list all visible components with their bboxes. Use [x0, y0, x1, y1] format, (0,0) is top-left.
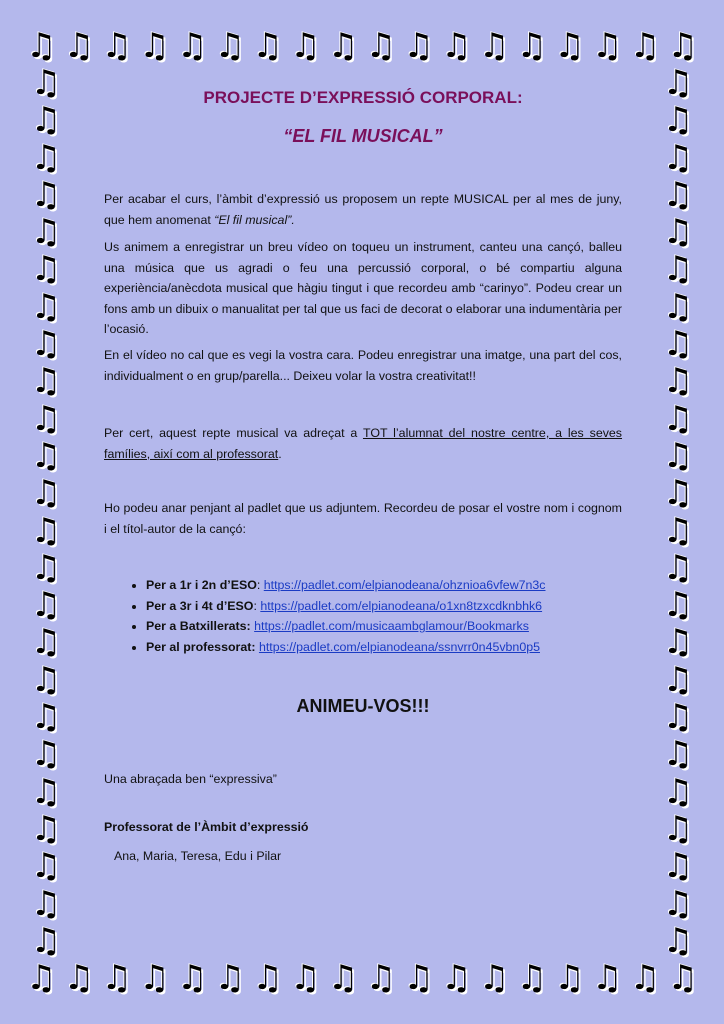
music-note-icon: ♫: [629, 958, 661, 998]
music-note-icon: ♫: [176, 26, 208, 66]
music-note-icon: ♫: [30, 697, 62, 738]
music-note-icon: ♫: [365, 958, 397, 998]
music-note-icon: ♫: [662, 547, 694, 588]
music-note-icon: ♫: [662, 622, 694, 663]
music-note-icon: ♫: [478, 26, 510, 66]
padlet-link[interactable]: https://padlet.com/musicaambglamour/Bookmarks: [254, 619, 529, 633]
music-note-icon: ♫: [290, 958, 321, 998]
music-note-icon: ♫: [30, 734, 62, 775]
padlet-link-list: [104, 575, 664, 657]
music-note-icon: ♫: [441, 958, 472, 998]
music-note-icon: ♫: [30, 63, 62, 103]
music-note-icon: ♫: [662, 137, 694, 178]
music-note-icon: ♫: [30, 771, 62, 812]
music-note-icon: ♫: [252, 26, 283, 66]
music-note-icon: ♫: [478, 958, 510, 998]
music-note-icon: ♫: [662, 734, 694, 775]
cheer-heading: ANIMEU-VOS!!!: [296, 696, 430, 716]
music-note-icon: ♫: [662, 398, 694, 439]
music-border-right: [658, 63, 698, 961]
music-note-icon: ♫: [662, 808, 694, 849]
music-note-icon: ♫: [30, 510, 62, 551]
link-separator: :: [256, 578, 264, 592]
music-note-icon: ♫: [214, 958, 246, 998]
audience-text: Per cert, aquest repte musical va adreçat a: [104, 426, 363, 440]
link-label: Per a 3r i 4t d’ESO: [146, 598, 254, 613]
music-note-icon: ♫: [662, 249, 694, 290]
music-note-icon: ♫: [30, 585, 62, 626]
music-note-icon: ♫: [554, 958, 585, 998]
music-note-icon: ♫: [63, 958, 95, 998]
video-paragraph: En el vídeo no cal que es vegi la vostra cara. Podeu enregistrar una imatge, una part del cos, individualment o en grup/parella... Deixeu volar la vostra creativitat!!: [104, 348, 622, 383]
music-note-icon: ♫: [30, 547, 62, 588]
music-note-icon: ♫: [662, 697, 694, 738]
link-label: Per a 1r i 2n d’ESO: [146, 578, 257, 592]
music-note-icon: ♫: [516, 958, 548, 998]
music-note-icon: ♫: [662, 435, 694, 476]
closing-greeting: Una abraçada ben “expressiva”: [104, 772, 277, 786]
music-note-icon: ♫: [662, 771, 694, 812]
music-note-icon: ♫: [667, 958, 698, 998]
music-note-icon: ♫: [30, 100, 62, 141]
instructions-paragraph: Us animem a enregistrar un breu vídeo on toqueu un instrument, canteu una cançó, balleu una música que us agradi o feu una percussió corporal, o bé compartiu alguna experiència/anècdota musical que hàgiu tingut i que recordeu amb “carinyo”. Podeu crear un fons amb un dibuix o manualitat per tal que us faci de decorat o elaborar una indumentària per l’ocasió.: [104, 240, 622, 336]
page-subtitle: “EL FIL MUSICAL”: [283, 126, 443, 146]
audience-paragraph: [104, 423, 622, 464]
list-item: [146, 575, 664, 596]
music-note-icon: ♫: [629, 26, 661, 66]
music-note-icon: ♫: [662, 510, 694, 551]
padlet-link[interactable]: https://padlet.com/elpianodeana/ssnvrr0n45vbn0p5: [258, 639, 540, 654]
music-note-icon: ♫: [30, 324, 62, 365]
music-border-left: [26, 63, 66, 961]
music-note-icon: ♫: [662, 920, 694, 961]
music-note-icon: ♫: [662, 883, 694, 924]
music-note-icon: ♫: [139, 26, 170, 66]
music-note-icon: ♫: [214, 26, 246, 66]
music-note-icon: ♫: [30, 286, 62, 327]
music-note-icon: ♫: [662, 100, 694, 141]
music-note-icon: ♫: [30, 659, 62, 700]
list-item: [146, 596, 664, 617]
music-note-icon: ♫: [30, 137, 62, 178]
music-note-icon: ♫: [554, 26, 585, 66]
music-note-icon: ♫: [662, 361, 694, 402]
link-separator: :: [253, 598, 261, 613]
music-note-icon: ♫: [441, 26, 472, 66]
signature: Professorat de l’Àmbit d’expressió: [104, 820, 309, 834]
music-note-icon: ♫: [662, 585, 694, 626]
padlet-paragraph: Ho podeu anar penjant al padlet que us adjuntem. Recordeu de posar el vostre nom i cognom i el títol-autor de la cançó:: [104, 501, 622, 536]
music-note-icon: ♫: [30, 249, 62, 290]
music-note-icon: ♫: [365, 26, 397, 66]
music-note-icon: ♫: [667, 26, 698, 66]
music-note-icon: ♫: [403, 958, 434, 998]
music-note-icon: ♫: [662, 286, 694, 327]
music-note-icon: ♫: [662, 473, 694, 514]
music-note-icon: ♫: [662, 846, 694, 887]
music-note-icon: ♫: [30, 808, 62, 849]
music-note-icon: ♫: [30, 212, 62, 253]
music-note-icon: ♫: [252, 958, 283, 998]
music-note-icon: ♫: [30, 883, 62, 924]
music-note-icon: ♫: [63, 26, 95, 66]
music-note-icon: ♫: [662, 324, 694, 365]
music-note-icon: ♫: [592, 26, 623, 66]
music-border-top: [26, 26, 698, 66]
music-note-icon: ♫: [662, 174, 694, 215]
audience-underlined: TOT l’alumnat del nostre centre, a les seves famílies, així com al professorat: [104, 426, 623, 461]
music-note-icon: ♫: [30, 361, 62, 402]
music-note-icon: ♫: [139, 958, 170, 998]
music-note-icon: ♫: [30, 398, 62, 439]
music-note-icon: ♫: [327, 26, 359, 66]
music-note-icon: ♫: [327, 958, 359, 998]
page-title: PROJECTE D’EXPRESSIÓ CORPORAL:: [203, 88, 523, 107]
link-label: Per al professorat:: [146, 639, 256, 654]
music-note-icon: ♫: [592, 958, 623, 998]
signature-names: Ana, Maria, Teresa, Edu i Pilar: [114, 849, 282, 863]
music-note-icon: ♫: [26, 26, 57, 66]
music-border-bottom: [26, 958, 698, 998]
intro-italic: “El fil musical”.: [214, 212, 295, 227]
list-item: [146, 637, 664, 658]
music-note-icon: ♫: [662, 212, 694, 253]
music-note-icon: ♫: [662, 659, 694, 700]
music-note-icon: ♫: [290, 26, 321, 66]
music-note-icon: ♫: [30, 622, 62, 663]
music-note-icon: ♫: [662, 63, 694, 103]
link-label: Per a Batxillerats:: [146, 619, 251, 633]
music-note-icon: ♫: [26, 958, 57, 998]
music-note-icon: ♫: [30, 920, 62, 961]
intro-paragraph: [104, 189, 622, 230]
padlet-link[interactable]: https://padlet.com/elpianodeana/ohznioa6vfew7n3c: [263, 578, 546, 592]
music-note-icon: ♫: [30, 435, 62, 476]
music-note-icon: ♫: [30, 473, 62, 514]
music-note-icon: ♫: [516, 26, 548, 66]
music-note-icon: ♫: [101, 26, 132, 66]
music-note-icon: ♫: [176, 958, 208, 998]
music-note-icon: ♫: [30, 174, 62, 215]
padlet-link[interactable]: https://padlet.com/elpianodeana/o1xn8tzxcdknbhk6: [260, 598, 543, 613]
music-note-icon: ♫: [101, 958, 132, 998]
music-note-icon: ♫: [30, 846, 62, 887]
intro-text: Per acabar el curs, l’àmbit d’expressió us proposem un repte MUSICAL per al mes de juny, que hem anomenat: [104, 192, 622, 227]
list-item: [146, 616, 664, 637]
audience-end: .: [278, 446, 282, 461]
music-note-icon: ♫: [403, 26, 434, 66]
